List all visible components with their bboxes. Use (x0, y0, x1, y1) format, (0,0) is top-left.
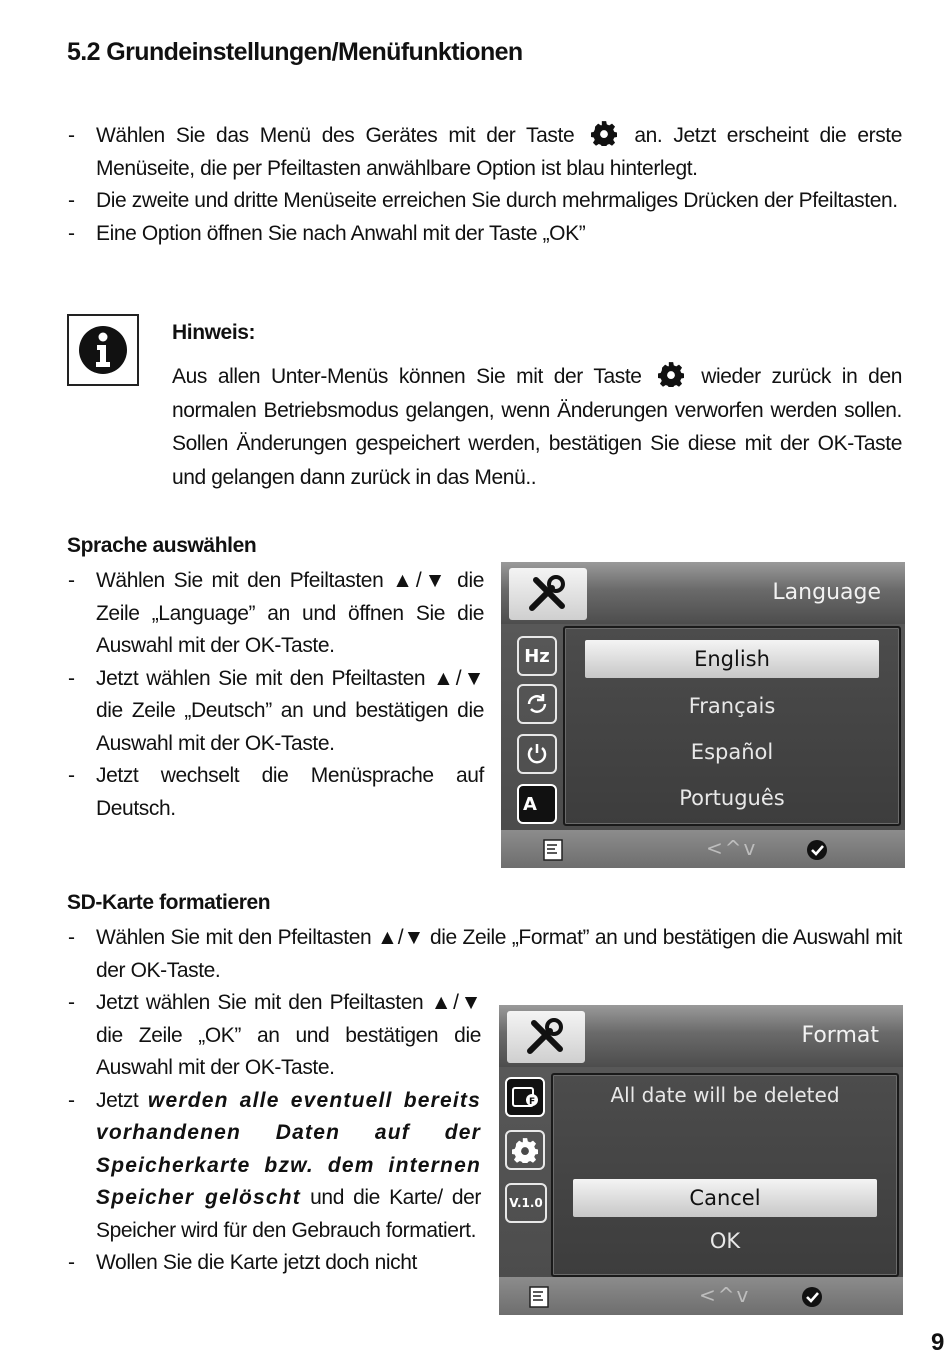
option-english[interactable]: English (585, 640, 879, 678)
language-section-title: Sprache auswählen (67, 534, 257, 557)
tools-tab (507, 1011, 585, 1063)
format-bullet-2: - Jetzt wählen Sie mit den Pfeiltasten ▲/▼ die Zeile „OK” an und bestätigen die Auswahl mit der OK-Taste. (67, 987, 481, 1085)
option-francais[interactable]: Français (688, 694, 776, 718)
document-icon (543, 839, 563, 861)
option-espanol[interactable]: Español (690, 740, 774, 764)
frequency-icon: Hz (517, 636, 557, 676)
language-bullet-1: - Wählen Sie mit den Pfeiltasten ▲/▼ die Zeile „Language” an und öffnen Sie die Auswahl mit der OK-Taste. (67, 565, 484, 663)
screen-title: Format (801, 1023, 879, 1048)
section-heading: 5.2 Grundeinstellungen/Menüfunktionen (67, 38, 523, 66)
language-bullet-2: - Jetzt wählen Sie mit den Pfeiltasten ▲/▼ die Zeile „Deutsch” an und bestätigen die Auswahl mit der OK-Taste. (67, 663, 484, 761)
format-bullet-3-warning: werden alle eventuell bereits vorhandenen Daten auf der Speicherkarte bzw. dem internen Speicher gelöscht (96, 1088, 481, 1209)
intro-bullets (67, 120, 902, 250)
language-bullet-3: - Jetzt wechselt die Menüsprache auf Deutsch. (67, 760, 484, 825)
format-bullet-3-post: und die Karte/ der Speicher wird für den Gebrauch formatiert. (96, 1186, 481, 1242)
format-bullet-3-pre: Jetzt (96, 1088, 139, 1112)
gear-icon (658, 361, 684, 387)
language-screen (501, 562, 905, 868)
language-icon-letter: A (523, 793, 537, 815)
format-card-icon (505, 1077, 545, 1117)
navigation-arrows: <^v (706, 836, 758, 860)
format-screen (499, 1005, 903, 1315)
intro-bullet-1-text-a: Wählen Sie das Menü des Gerätes mit der Taste (96, 124, 575, 147)
note-text-a: Aus allen Unter-Menüs können Sie mit der Taste (172, 365, 642, 388)
option-ok[interactable]: OK (709, 1229, 741, 1253)
note-title: Hinweis: (172, 321, 256, 344)
screen-footer (501, 830, 905, 868)
intro-bullet-1-text-b: an. Jetzt erscheint die erste Menüseite, die per Pfeiltasten anwählbare Option ist blau hinterlegt. (96, 124, 903, 180)
settings-gear-icon (505, 1130, 545, 1170)
confirm-check-icon (801, 1286, 823, 1308)
format-bullet-3 (67, 1085, 481, 1248)
language-icon (517, 784, 557, 824)
intro-bullet-2: - Die zweite und dritte Menüseite erreichen Sie durch mehrmaliges Drücken der Pfeiltasten. (67, 185, 902, 218)
format-bullets (67, 987, 481, 1280)
format-panel (551, 1073, 899, 1277)
format-section-title: SD-Karte formatieren (67, 891, 271, 914)
navigation-arrows: <^v (699, 1283, 751, 1307)
confirm-check-icon (806, 839, 828, 861)
screen-footer (499, 1277, 903, 1315)
tools-icon (526, 572, 570, 616)
option-portugues[interactable]: Português (679, 786, 785, 810)
rotate-icon (517, 684, 557, 724)
options-panel (563, 626, 901, 826)
language-bullets (67, 565, 484, 825)
info-box (67, 314, 139, 386)
format-bullet-4: - Wollen Sie die Karte jetzt doch nicht (67, 1247, 481, 1280)
power-icon (517, 734, 557, 774)
gear-icon (591, 120, 617, 146)
format-warning-message: All date will be deleted (610, 1083, 840, 1107)
tools-icon (524, 1015, 568, 1059)
version-icon: V.1.0 (505, 1183, 547, 1223)
note-text (172, 360, 902, 494)
intro-bullet-3: - Eine Option öffnen Sie nach Anwahl mit der Taste „OK” (67, 218, 902, 251)
intro-bullet-1 (67, 120, 902, 185)
document-icon (529, 1286, 549, 1308)
svg-text:F: F (529, 1097, 536, 1107)
page-number: 9 (931, 1329, 945, 1356)
format-bullet-1-wrap (67, 922, 902, 987)
screen-title: Language (772, 580, 881, 605)
option-cancel[interactable]: Cancel (573, 1179, 877, 1217)
tools-tab (509, 568, 587, 620)
info-icon (77, 324, 129, 376)
note-text-b: wieder zurück in den normalen Betriebsmodus gelangen, wenn Änderungen verworfen werden sollen. Sollen Änderungen gespeichert werden, bestätigen Sie diese mit der OK-Taste und gelangen dann zurück in das Menü.. (172, 365, 903, 489)
format-bullet-1: - Wählen Sie mit den Pfeiltasten ▲/▼ die Zeile „Format” an und bestätigen die Auswahl mit der OK-Taste. (67, 922, 902, 987)
